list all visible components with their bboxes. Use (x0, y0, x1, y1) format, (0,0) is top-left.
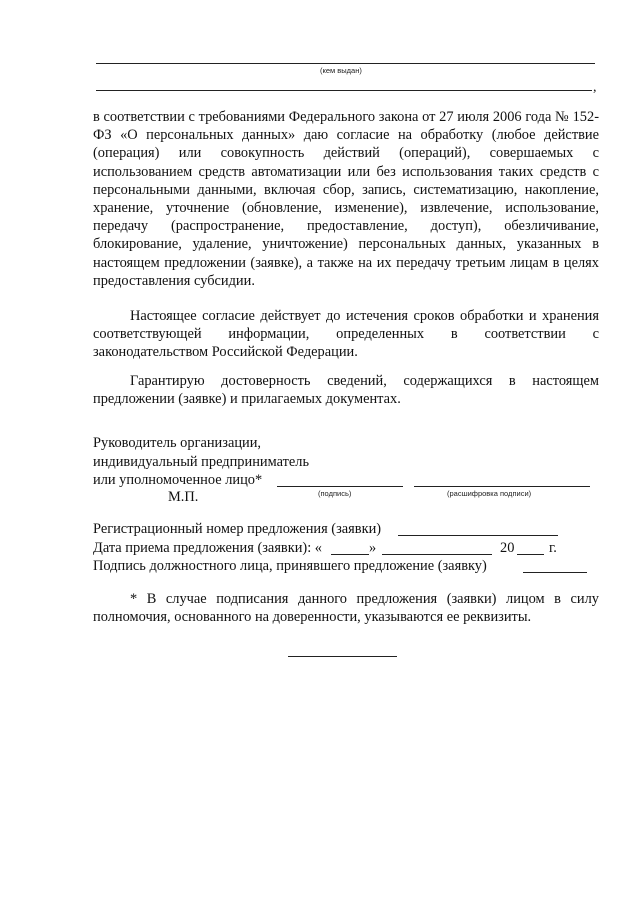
issued-by-comma: , (593, 80, 597, 95)
closing-rule (288, 656, 397, 657)
reg-number-line (398, 535, 558, 536)
date-year-suffix: г. (549, 540, 557, 556)
footnote: * В случае подписания данного предложения (заявки) лицом в силу полномочия, основанного на доверенности, указываются ее реквизиты. (93, 591, 599, 626)
date-year-line (517, 554, 544, 555)
date-day-line (331, 554, 369, 555)
reg-number-label: Регистрационный номер предложения (заявки) (93, 521, 382, 537)
date-year-prefix: 20 (500, 540, 515, 556)
guarantee-paragraph: Гарантирую достоверность сведений, содержащихся в настоящем предложении (заявке) и прилагаемых документах. (93, 373, 599, 408)
issued-by-line-2 (96, 90, 592, 91)
signatory-title-line-2: индивидуальный предприниматель (93, 454, 310, 470)
signature-caption: (подпись) (318, 489, 352, 498)
consent-paragraph: в соответствии с требованиями Федерального закона от 27 июля 2006 года № 152-ФЗ «О персональных данных» даю согласие на обработку (любое действие (операция) или совокупность действий (операций), совершаемых с использованием средств автоматизации или без использования таких средств с персональными данными, включая сбор, запись, систематизацию, накопление, хранение, уточнение (обновление, изменение), извлечение, использование, передачу (распространение, предоставление, доступ), обезличивание, блокирование, удаление, уничтожение) персональных данных, указанных в настоящем предложении (заявке), а также на их передачу третьим лицам в целях предоставления субсидии. (93, 109, 599, 289)
issued-by-line-1 (96, 63, 595, 64)
official-signature-line (523, 572, 587, 573)
date-quote-close: » (369, 540, 377, 556)
decryption-caption: (расшифровка подписи) (447, 489, 532, 498)
seal-label: М.П. (168, 489, 199, 505)
issued-by-caption: (кем выдан) (320, 66, 362, 75)
signature-line (277, 486, 403, 487)
signatory-title-line-1: Руководитель организации, (93, 435, 262, 451)
date-label: Дата приема предложения (заявки): « (93, 540, 323, 556)
signatory-title-line-3: или уполномоченное лицо* (93, 472, 263, 488)
decryption-line (414, 486, 590, 487)
date-month-line (382, 554, 492, 555)
consent-validity-paragraph: Настоящее согласие действует до истечения сроков обработки и хранения соответствующей информации, определенных в соответствии с законодательством Российской Федерации. (93, 308, 599, 361)
official-signature-label: Подпись должностного лица, принявшего предложение (заявку) (93, 558, 487, 574)
